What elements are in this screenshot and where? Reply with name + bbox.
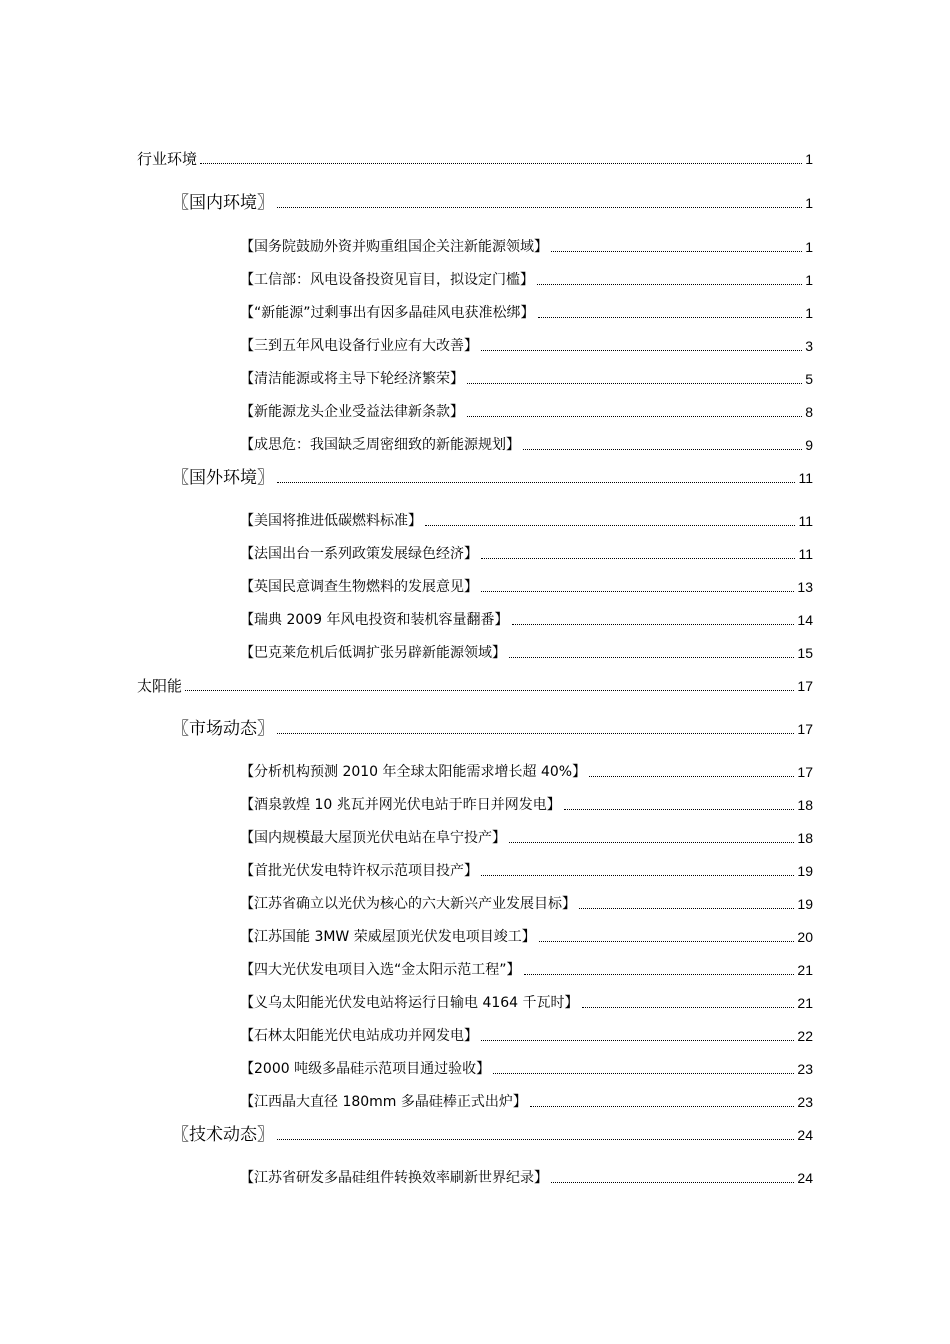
toc-entry[interactable] [137, 147, 813, 169]
toc-entry[interactable] [240, 433, 813, 455]
toc-entry-title: 【瑞典 2009 年风电投资和装机容量翻番】 [240, 612, 509, 628]
toc-entry[interactable] [240, 509, 813, 531]
toc-entry-page: 23 [797, 1061, 813, 1077]
toc-entry[interactable] [172, 717, 813, 739]
toc-entry-title: 【国内规模最大屋顶光伏电站在阜宁投产】 [240, 830, 506, 846]
toc-entry-title: 行业环境 [137, 150, 198, 168]
toc-entry[interactable] [240, 575, 813, 597]
toc-entry-title: 【义乌太阳能光伏发电站将运行日输电 4164 千瓦时】 [240, 995, 579, 1011]
dot-leader [564, 809, 795, 810]
toc-entry[interactable] [240, 826, 813, 848]
dot-leader [579, 908, 794, 909]
dot-leader [523, 449, 802, 450]
toc-entry-page: 13 [797, 579, 813, 595]
toc-entry-page: 18 [797, 830, 813, 846]
dot-leader [425, 525, 795, 526]
toc-entry-page: 17 [797, 678, 813, 694]
toc-entry-page: 5 [805, 371, 813, 387]
dot-leader [277, 733, 794, 734]
toc-entry[interactable] [240, 400, 813, 422]
toc-entry[interactable] [240, 1024, 813, 1046]
toc-entry[interactable] [240, 641, 813, 663]
toc-entry-page: 1 [805, 305, 813, 321]
toc-entry-title: 〖技术动态〗 [172, 1125, 274, 1145]
toc-entry-title: 【“新能源”过剩事出有因多晶硅风电获准松绑】 [240, 305, 535, 321]
toc-entry-title: 〖国内环境〗 [172, 193, 274, 213]
toc-entry[interactable] [172, 1123, 813, 1145]
toc-entry-title: 【石林太阳能光伏电站成功并网发电】 [240, 1028, 478, 1044]
toc-entry[interactable] [240, 760, 813, 782]
toc-entry-title: 〖国外环境〗 [172, 468, 274, 488]
toc-entry-page: 23 [797, 1094, 813, 1110]
toc-entry-page: 11 [798, 513, 813, 529]
toc-entry[interactable] [240, 859, 813, 881]
toc-entry-page: 1 [805, 195, 813, 211]
dot-leader [481, 350, 802, 351]
dot-leader [589, 776, 794, 777]
toc-entry[interactable] [240, 334, 813, 356]
toc-entry[interactable] [240, 235, 813, 257]
dot-leader [481, 875, 794, 876]
dot-leader [467, 416, 802, 417]
toc-entry[interactable] [240, 542, 813, 564]
toc-entry[interactable] [240, 991, 813, 1013]
toc-entry-title: 〖市场动态〗 [172, 719, 274, 739]
dot-leader [481, 558, 795, 559]
dot-leader [537, 284, 802, 285]
toc-entry[interactable] [240, 1166, 813, 1188]
toc-entry-page: 11 [798, 546, 813, 562]
toc-entry-title: 【清洁能源或将主导下轮经济繁荣】 [240, 371, 464, 387]
toc-entry-page: 11 [798, 470, 813, 486]
toc-entry-title: 【酒泉敦煌 10 兆瓦并网光伏电站于昨日并网发电】 [240, 797, 561, 813]
toc-entry[interactable] [240, 1090, 813, 1112]
toc-entry[interactable] [240, 268, 813, 290]
toc-entry-page: 8 [805, 404, 813, 420]
toc-entry-page: 24 [797, 1127, 813, 1143]
toc-entry-page: 19 [797, 896, 813, 912]
toc-entry-page: 1 [805, 272, 813, 288]
toc-entry-title: 【江西晶大直径 180mm 多晶硅棒正式出炉】 [240, 1094, 527, 1110]
dot-leader [467, 383, 802, 384]
toc-entry-title: 【江苏省研发多晶硅组件转换效率刷新世界纪录】 [240, 1170, 548, 1186]
toc-entry[interactable] [172, 466, 813, 488]
dot-leader [524, 974, 795, 975]
toc-entry-page: 14 [797, 612, 813, 628]
toc-entry-title: 【江苏省确立以光伏为核心的六大新兴产业发展目标】 [240, 896, 576, 912]
dot-leader [509, 842, 794, 843]
dot-leader [277, 1139, 794, 1140]
dot-leader [277, 482, 795, 483]
toc-entry[interactable] [240, 301, 813, 323]
toc-entry-title: 【工信部：风电设备投资见盲目，拟设定门槛】 [240, 272, 534, 288]
toc-entry-page: 20 [797, 929, 813, 945]
toc-entry[interactable] [240, 958, 813, 980]
toc-entry-page: 19 [797, 863, 813, 879]
toc-entry-page: 3 [805, 338, 813, 354]
toc-entry[interactable] [240, 1057, 813, 1079]
toc-entry-page: 15 [797, 645, 813, 661]
toc-entry-title: 【2000 吨级多晶硅示范项目通过验收】 [240, 1061, 491, 1077]
toc-entry-title: 【新能源龙头企业受益法律新条款】 [240, 404, 464, 420]
toc-entry-page: 21 [797, 995, 813, 1011]
toc-entry-page: 9 [805, 437, 813, 453]
toc-entry-page: 22 [797, 1028, 813, 1044]
toc-entry-title: 【英国民意调查生物燃料的发展意见】 [240, 579, 478, 595]
toc-entry-title: 【江苏国能 3MW 荣威屋顶光伏发电项目竣工】 [240, 929, 536, 945]
dot-leader [185, 690, 794, 691]
dot-leader [481, 591, 794, 592]
toc-entry-title: 【四大光伏发电项目入选“金太阳示范工程”】 [240, 962, 521, 978]
dot-leader [277, 207, 802, 208]
dot-leader [538, 317, 803, 318]
toc-entry-title: 【国务院鼓励外资并购重组国企关注新能源领域】 [240, 239, 548, 255]
dot-leader [509, 657, 794, 658]
toc-entry-page: 17 [797, 721, 813, 737]
toc-entry-title: 【三到五年风电设备行业应有大改善】 [240, 338, 478, 354]
toc-entry-page: 17 [797, 764, 813, 780]
toc-entry-title: 【美国将推进低碳燃料标准】 [240, 513, 422, 529]
dot-leader [481, 1040, 794, 1041]
toc-entry-title: 太阳能 [137, 677, 183, 695]
dot-leader [551, 251, 802, 252]
dot-leader [512, 624, 795, 625]
dot-leader [551, 1182, 794, 1183]
toc-entry-page: 24 [797, 1170, 813, 1186]
dot-leader [200, 163, 802, 164]
toc-entry[interactable] [240, 892, 813, 914]
toc-entry-page: 1 [805, 151, 813, 167]
toc-entry[interactable] [240, 367, 813, 389]
toc-entry-page: 18 [797, 797, 813, 813]
dot-leader [493, 1073, 794, 1074]
toc-entry[interactable] [172, 191, 813, 213]
toc-entry-page: 1 [805, 239, 813, 255]
toc-entry-title: 【巴克莱危机后低调扩张另辟新能源领域】 [240, 645, 506, 661]
toc-entry-title: 【首批光伏发电特许权示范项目投产】 [240, 863, 478, 879]
toc-entry-title: 【分析机构预测 2010 年全球太阳能需求增长超 40%】 [240, 764, 587, 780]
toc-entry[interactable] [240, 793, 813, 815]
dot-leader [530, 1106, 795, 1107]
toc-entry[interactable] [240, 925, 813, 947]
toc-entry-title: 【成思危：我国缺乏周密细致的新能源规划】 [240, 437, 520, 453]
toc-entry-page: 21 [797, 962, 813, 978]
toc-entry[interactable] [137, 674, 813, 696]
toc-entry-title: 【法国出台一系列政策发展绿色经济】 [240, 546, 478, 562]
dot-leader [539, 941, 795, 942]
toc-entry[interactable] [240, 608, 813, 630]
dot-leader [582, 1007, 795, 1008]
